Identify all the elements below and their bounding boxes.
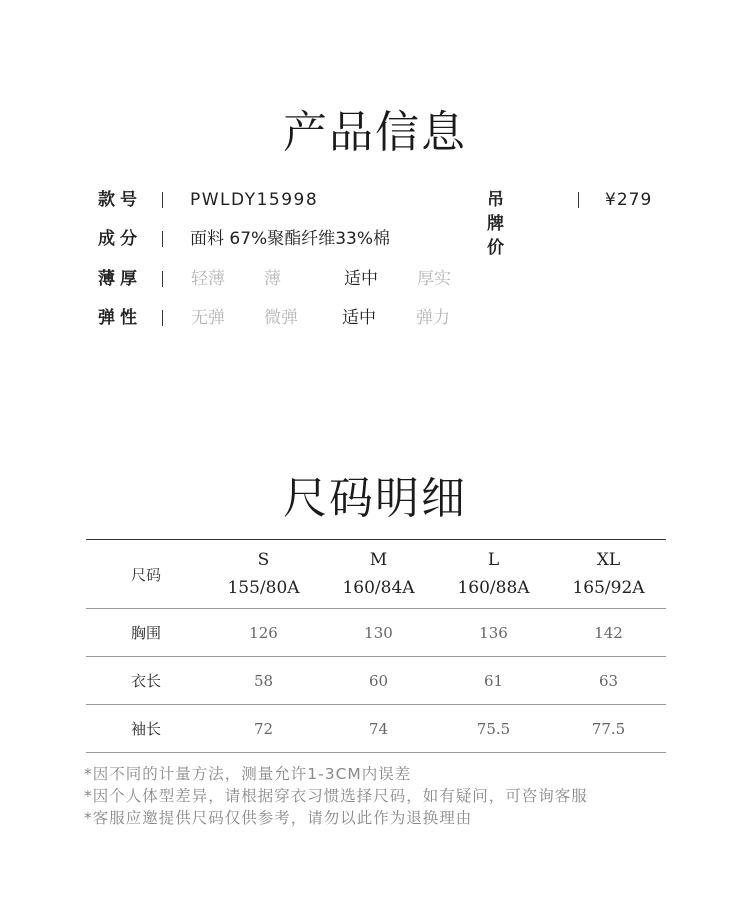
composition-value: 面料 67%聚酯纤维33%棉 — [190, 229, 390, 249]
size-column-xl — [551, 540, 666, 609]
thickness-label: 薄厚 — [98, 269, 142, 289]
note-line: *客服应邀提供尺码仅供参考，请勿以此作为退换理由 — [84, 809, 473, 827]
size-spec: 160/84A — [342, 578, 415, 598]
size-column-s — [206, 540, 321, 609]
size-chart-table — [86, 539, 666, 753]
size-header-row — [86, 540, 666, 609]
size-spec: 155/80A — [227, 578, 300, 598]
note-line: *因个人体型差异，请根据穿衣习惯选择尺码，如有疑问，可咨询客服 — [84, 787, 588, 805]
product-info-title: 产品信息 — [283, 107, 467, 158]
separator — [162, 231, 163, 247]
elasticity-option: 弹力 — [416, 308, 450, 328]
style-number-label: 款号 — [98, 190, 142, 210]
separator — [162, 192, 163, 208]
table-cell: 74 — [321, 705, 436, 753]
separator — [578, 192, 579, 208]
table-cell: 72 — [206, 705, 321, 753]
elasticity-label: 弹性 — [98, 308, 142, 328]
elasticity-option: 微弹 — [264, 308, 298, 328]
size-name: M — [369, 550, 388, 570]
composition-label: 成分 — [98, 229, 142, 249]
table-cell: 142 — [551, 609, 666, 657]
style-number-value: PWLDY15998 — [190, 190, 319, 210]
row-label: 胸围 — [86, 609, 206, 657]
size-spec: 165/92A — [572, 578, 645, 598]
table-cell: 61 — [436, 657, 551, 705]
thickness-option: 厚实 — [417, 269, 451, 289]
size-name: XL — [596, 550, 621, 570]
elasticity-option: 无弹 — [191, 308, 225, 328]
separator — [162, 310, 163, 326]
tag-price-label: 吊牌价 — [487, 190, 508, 258]
table-cell: 75.5 — [436, 705, 551, 753]
size-name: L — [487, 550, 500, 570]
table-row — [86, 657, 666, 705]
separator — [162, 271, 163, 287]
size-column-l — [436, 540, 551, 609]
thickness-option: 薄 — [264, 269, 281, 289]
elasticity-option-selected: 适中 — [342, 308, 376, 328]
table-cell: 77.5 — [551, 705, 666, 753]
table-cell: 63 — [551, 657, 666, 705]
style-number-row — [98, 188, 658, 212]
row-label: 袖长 — [86, 705, 206, 753]
thickness-option: 轻薄 — [191, 269, 225, 289]
table-cell: 60 — [321, 657, 436, 705]
size-column-m — [321, 540, 436, 609]
table-cell: 136 — [436, 609, 551, 657]
table-row — [86, 705, 666, 753]
table-cell: 130 — [321, 609, 436, 657]
table-cell: 126 — [206, 609, 321, 657]
size-spec: 160/88A — [457, 578, 530, 598]
note-line: *因不同的计量方法，测量允许1-3CM内误差 — [84, 765, 412, 783]
table-cell: 58 — [206, 657, 321, 705]
size-chart-title: 尺码明细 — [283, 473, 467, 524]
size-name: S — [257, 550, 270, 570]
tag-price-value: ¥279 — [605, 190, 653, 210]
notes — [84, 763, 588, 829]
row-label: 衣长 — [86, 657, 206, 705]
thickness-option-selected: 适中 — [344, 269, 378, 289]
size-header-label: 尺码 — [86, 540, 206, 609]
table-row — [86, 609, 666, 657]
